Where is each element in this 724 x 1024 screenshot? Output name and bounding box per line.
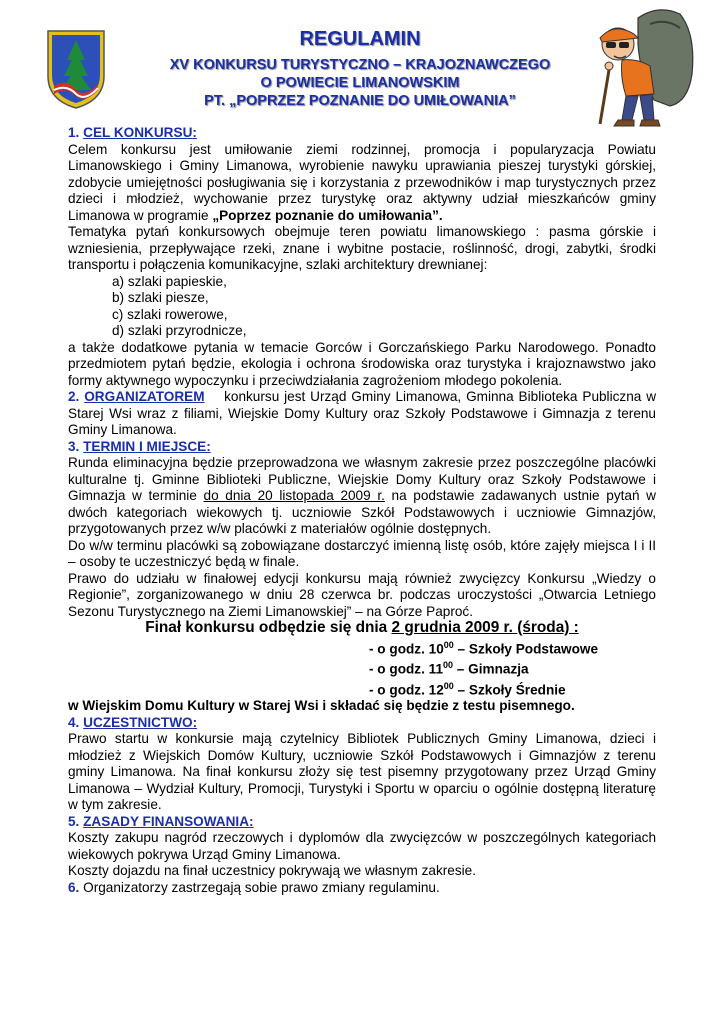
section-6-number: 6. [68,879,80,895]
section-2-text: konkursu jest Urząd Gminy Limanowa, Gminna Biblioteka Publiczna w Starej Wsi wraz z filiami, Wiejskie Domy Kultury oraz Szkoły Podstawowe i Gimnazja z terenu Gminy Limanowa. [68,389,657,437]
schedule-slot-secondary: - o godz. $12^{00}$ – Szkoły Średnie [369,680,566,698]
schedule-slot-primary: - o godz. $10^{00}$ – Szkoły Podstawowe [369,639,599,657]
section-1-number: 1. [68,125,80,140]
section-5-number: 5. [68,813,80,829]
section-2-paragraph [68,389,656,439]
section-1-paragraph-2: Tematyka pytań konkursowych obejmuje teren powiatu limanowskiego : pasma górskie i wzniesienia, przepływające rzeki, znane i wybitne postacie, roślinność, drogi, zabytki, środki transportu i połączenia komunikacyjne, szlaki architektury drewnianej: [68,224,656,272]
trail-item-c: c) szlaki rowerowe, [112,306,228,322]
section-6-paragraph [68,880,656,897]
final-date: 2 grudnia 2009 r. (środa) : [391,619,579,636]
section-1-heading [68,125,656,142]
schedule-slot-middle: - o godz. $11^{00}$ – Gimnazja [369,660,529,677]
subtitle-line-3: PT. „POPRZEZ POZNANIE DO UMIŁOWANIA” [204,93,516,109]
regulation-body [68,125,656,896]
program-name: „Poprzez poznanie do umiłowania”. [212,207,443,223]
section-3-paragraph-1 [68,455,656,538]
section-1-title: CEL KONKURSU: [83,125,197,140]
section-1-paragraph-1 [68,142,656,225]
section-3-paragraph-3: Prawo do udziału w finałowej edycji konkursu mają również zwycięzcy Konkursu „Wiedzy o Regionie”, zorganizowanego w dniu 28 czerwca br. podczas uroczystości „Otwarcia Letniego Sezonu Turystycznego na Ziemi Limanowskiej” – na Górze Paproć. [68,570,656,619]
section-5-heading [68,814,656,831]
section-4-title: UCZESTNICTWO: [83,714,198,730]
hiker-cartoon-icon [592,4,702,132]
trail-item-b: b) szlaki piesze, [112,290,209,305]
section-2-number: 2. [68,389,80,404]
final-text: Finał konkursu odbędzie się dnia [145,619,392,636]
trail-item-a: a) szlaki papieskie, [112,273,227,289]
subtitle-line-1: XV KONKURSU TURYSTYCZNO – KRAJOZNAWCZEGO [169,57,551,73]
section-2-title: ORGANIZATOREM [84,389,205,404]
trail-item-d: d) szlaki przyrodnicze, [112,323,247,338]
section-3-text-b: na podstawie zadawanych ustnie pytań w dwóch kategoriach wiekowych tj. uczniowie Szkół Podstawowych i uczniowie Gimnazjów, przygotowanych przez w/w placówki z materiałów ogólnie dostępnych. [68,488,656,536]
section-3-paragraph-2: Do w/w terminu placówki są zobowiązane dostarczyć imienną listę osób, które zajęły miejsca I i II – osoby te uczestniczyć będą w finale. [68,537,656,569]
section-4-number: 4. [68,714,80,730]
section-3-title: TERMIN I MIEJSCE: [83,438,211,454]
section-1-text: Celem konkursu jest umiłowanie ziemi rodzinnej, promocja i popularyzacja Powiatu Limanowskiego i Gminy Limanowa, wyrobienie nawyku uprawiania pieszej turystyki górskiej, zdobycie umiejętności posługiwania się i korzystania z przewodników i map turystycznych przez dzieci i młodzież, wychowanie przez turystykę oraz aktywny udział mieszkańców gminy Limanowa w programie [68,141,656,223]
subtitle-line-2: O POWIECIE LIMANOWSKIM [260,75,460,91]
coat-of-arms-icon [45,28,107,110]
section-3-text-a: Runda eliminacyjna będzie przeprowadzona we własnym zakresie przez poszczególne placówki kulturalne tj. Gminne Biblioteki Publiczne, Wiejskie Domy Kultury oraz Szkoły Podstawowe i Gimnazja w terminie [68,455,656,503]
deadline-date: do dnia 20 listopada 2009 r. [203,488,385,503]
section-4-heading [68,715,656,732]
section-1-paragraph-3: a także dodatkowe pytania w temacie Gorców i Gorczańskiego Parku Narodowego. Ponadto przedmiotem pytań będzie, ekologia i ochrona środowiska oraz turystyka i krajoznawstwo jako formy aktywnego wypoczynku i przeciwdziałania zagrożeniom młodego pokolenia. [68,339,656,388]
document-title: REGULAMIN [299,28,421,50]
section-5-paragraph-1: Koszty zakupu nagród rzeczowych i dyplomów dla zwycięzców w poszczególnych kategoriach wiekowych pokrywa Urząd Gminy Limanowa. [68,830,656,862]
section-5-title: ZASADY FINANSOWANIA: [83,813,254,829]
section-6-text: Organizatorzy zastrzegają sobie prawo zmiany regulaminu. [83,879,440,895]
section-3-heading [68,439,656,456]
section-5-paragraph-2: Koszty dojazdu na finał uczestnicy pokrywają we własnym zakresie. [68,863,476,879]
final-announcement [68,620,656,637]
section-3-number: 3. [68,438,80,454]
final-location: w Wiejskim Domu Kultury w Starej Wsi i składać się będzie z testu pisemnego. [68,698,575,714]
section-4-paragraph: Prawo startu w konkursie mają czytelnicy Bibliotek Publicznych Gminy Limanowa, dzieci i młodzież z Wiejskich Domów Kultury, uczniowie Szkół Podstawowych i Gimnazjów z terenu gminy Limanowa. Na finał konkursu złoży się test pisemny przygotowany przez Urząd Gminy Limanowa – Wydział Kultury, Promocji, Turystyki i Sportu w oparciu o ogólnie dostępną literaturę w tym zakresie. [68,731,656,813]
